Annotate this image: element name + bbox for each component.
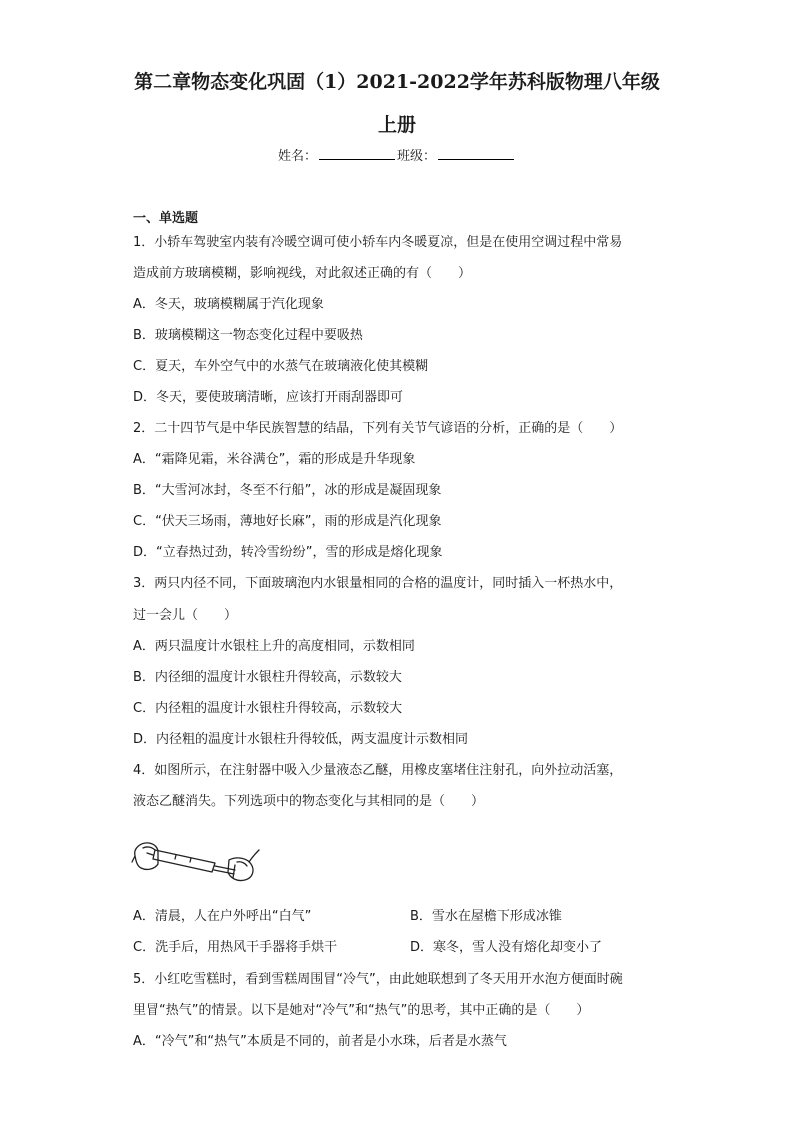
question-3-option-b: B．内径细的温度计水银柱升得较高，示数较大 xyxy=(133,670,402,685)
question-1-option-a: A．冬天，玻璃模糊属于汽化现象 xyxy=(133,297,324,312)
question-2-option-b: B．“大雪河冰封，冬至不行船”，冰的形成是凝固现象 xyxy=(133,483,442,498)
question-3-line-2: 过一会儿（ ） xyxy=(133,608,238,623)
question-2-option-c: C．“伏天三场雨，薄地好长麻”，雨的形成是汽化现象 xyxy=(133,514,442,529)
barrel-mark-1 xyxy=(175,855,176,859)
plunger-head xyxy=(233,865,235,878)
right-hand-finger xyxy=(237,862,247,866)
barrel-mark-2 xyxy=(190,858,191,862)
question-4-option-d: D．寒冬，雪人没有熔化却变小了 xyxy=(410,940,603,955)
plunger-rod xyxy=(215,866,235,870)
question-2-option-d: D．“立春热过劲，转冷雪纷纷”，雪的形成是熔化现象 xyxy=(133,545,443,560)
class-label: 班级： xyxy=(397,149,437,164)
question-1-option-d: D．冬天，要使玻璃清晰，应该打开雨刮器即可 xyxy=(133,390,404,405)
page-title: 第二章物态变化巩固（1）2021-2022学年苏科版物理八年级 xyxy=(134,71,660,93)
right-hand-wrist xyxy=(249,850,259,862)
question-1-option-c: C．夏天，车外空气中的水蒸气在玻璃液化使其模糊 xyxy=(133,359,429,374)
question-3-line-1: 3．两只内径不同，下面玻璃泡内水银量相同的合格的温度计，同时插入一杯热水中， xyxy=(133,576,623,591)
question-4-option-c: C．洗手后，用热风干手器将手烘干 xyxy=(133,940,338,955)
page-title-continued: 上册 xyxy=(377,114,416,136)
question-3-option-d: D．内径粗的温度计水银柱升得较低，两支温度计示数相同 xyxy=(133,732,469,747)
question-4-option-a: A．清晨，人在户外呼出“白气” xyxy=(133,909,312,924)
syringe-illustration xyxy=(131,826,261,886)
question-1-line-2: 造成前方玻璃模糊，影响视线，对此叙述正确的有（ ） xyxy=(133,266,472,281)
question-2-line-1: 2．二十四节气是中华民族智慧的结晶，下列有关节气谚语的分析，正确的是（ ） xyxy=(133,421,623,436)
plunger-rod-lower xyxy=(214,870,234,874)
left-hand-wrist xyxy=(132,856,135,862)
student-info xyxy=(0,146,794,166)
name-label: 姓名： xyxy=(277,149,317,164)
question-5-line-1: 5．小红吃雪糕时，看到雪糕周围冒“冷气”，由此她联想到了冬天用开水泡方便面时碗 xyxy=(133,972,623,987)
question-4-option-b: B．雪水在屋檐下形成冰锥 xyxy=(410,909,562,924)
question-2-option-a: A．“霜降见霜，米谷满仓”，霜的形成是升华现象 xyxy=(133,452,416,467)
question-3-option-c: C．内径粗的温度计水银柱升得较高，示数较大 xyxy=(133,701,403,716)
syringe-barrel xyxy=(153,850,215,872)
left-hand-finger xyxy=(143,847,155,850)
question-1-line-1: 1．小轿车驾驶室内装有冷暖空调可使小轿车内冬暖夏凉，但是在使用空调过程中常易 xyxy=(133,235,623,250)
name-blank[interactable] xyxy=(319,146,395,160)
question-4-line-2: 液态乙醚消失。下列选项中的物态变化与其相同的是（ ） xyxy=(133,794,485,809)
question-5-option-a: A．“冷气”和“热气”本质是不同的，前者是小水珠，后者是水蒸气 xyxy=(133,1034,507,1049)
class-blank[interactable] xyxy=(438,146,514,160)
question-5-line-2: 里冒“热气”的情景。以下是她对“冷气”和“热气”的思考，其中正确的是（ ） xyxy=(133,1003,590,1018)
section-heading: 一、单选题 xyxy=(133,211,199,226)
syringe-tip xyxy=(147,853,153,855)
question-1-option-b: B．玻璃模糊这一物态变化过程中要吸热 xyxy=(133,328,363,343)
question-3-option-a: A．两只温度计水银柱上升的高度相同，示数相同 xyxy=(133,639,415,654)
question-4-line-1: 4．如图所示，在注射器中吸入少量液态乙醚，用橡皮塞堵住注射孔，向外拉动活塞， xyxy=(133,763,623,778)
